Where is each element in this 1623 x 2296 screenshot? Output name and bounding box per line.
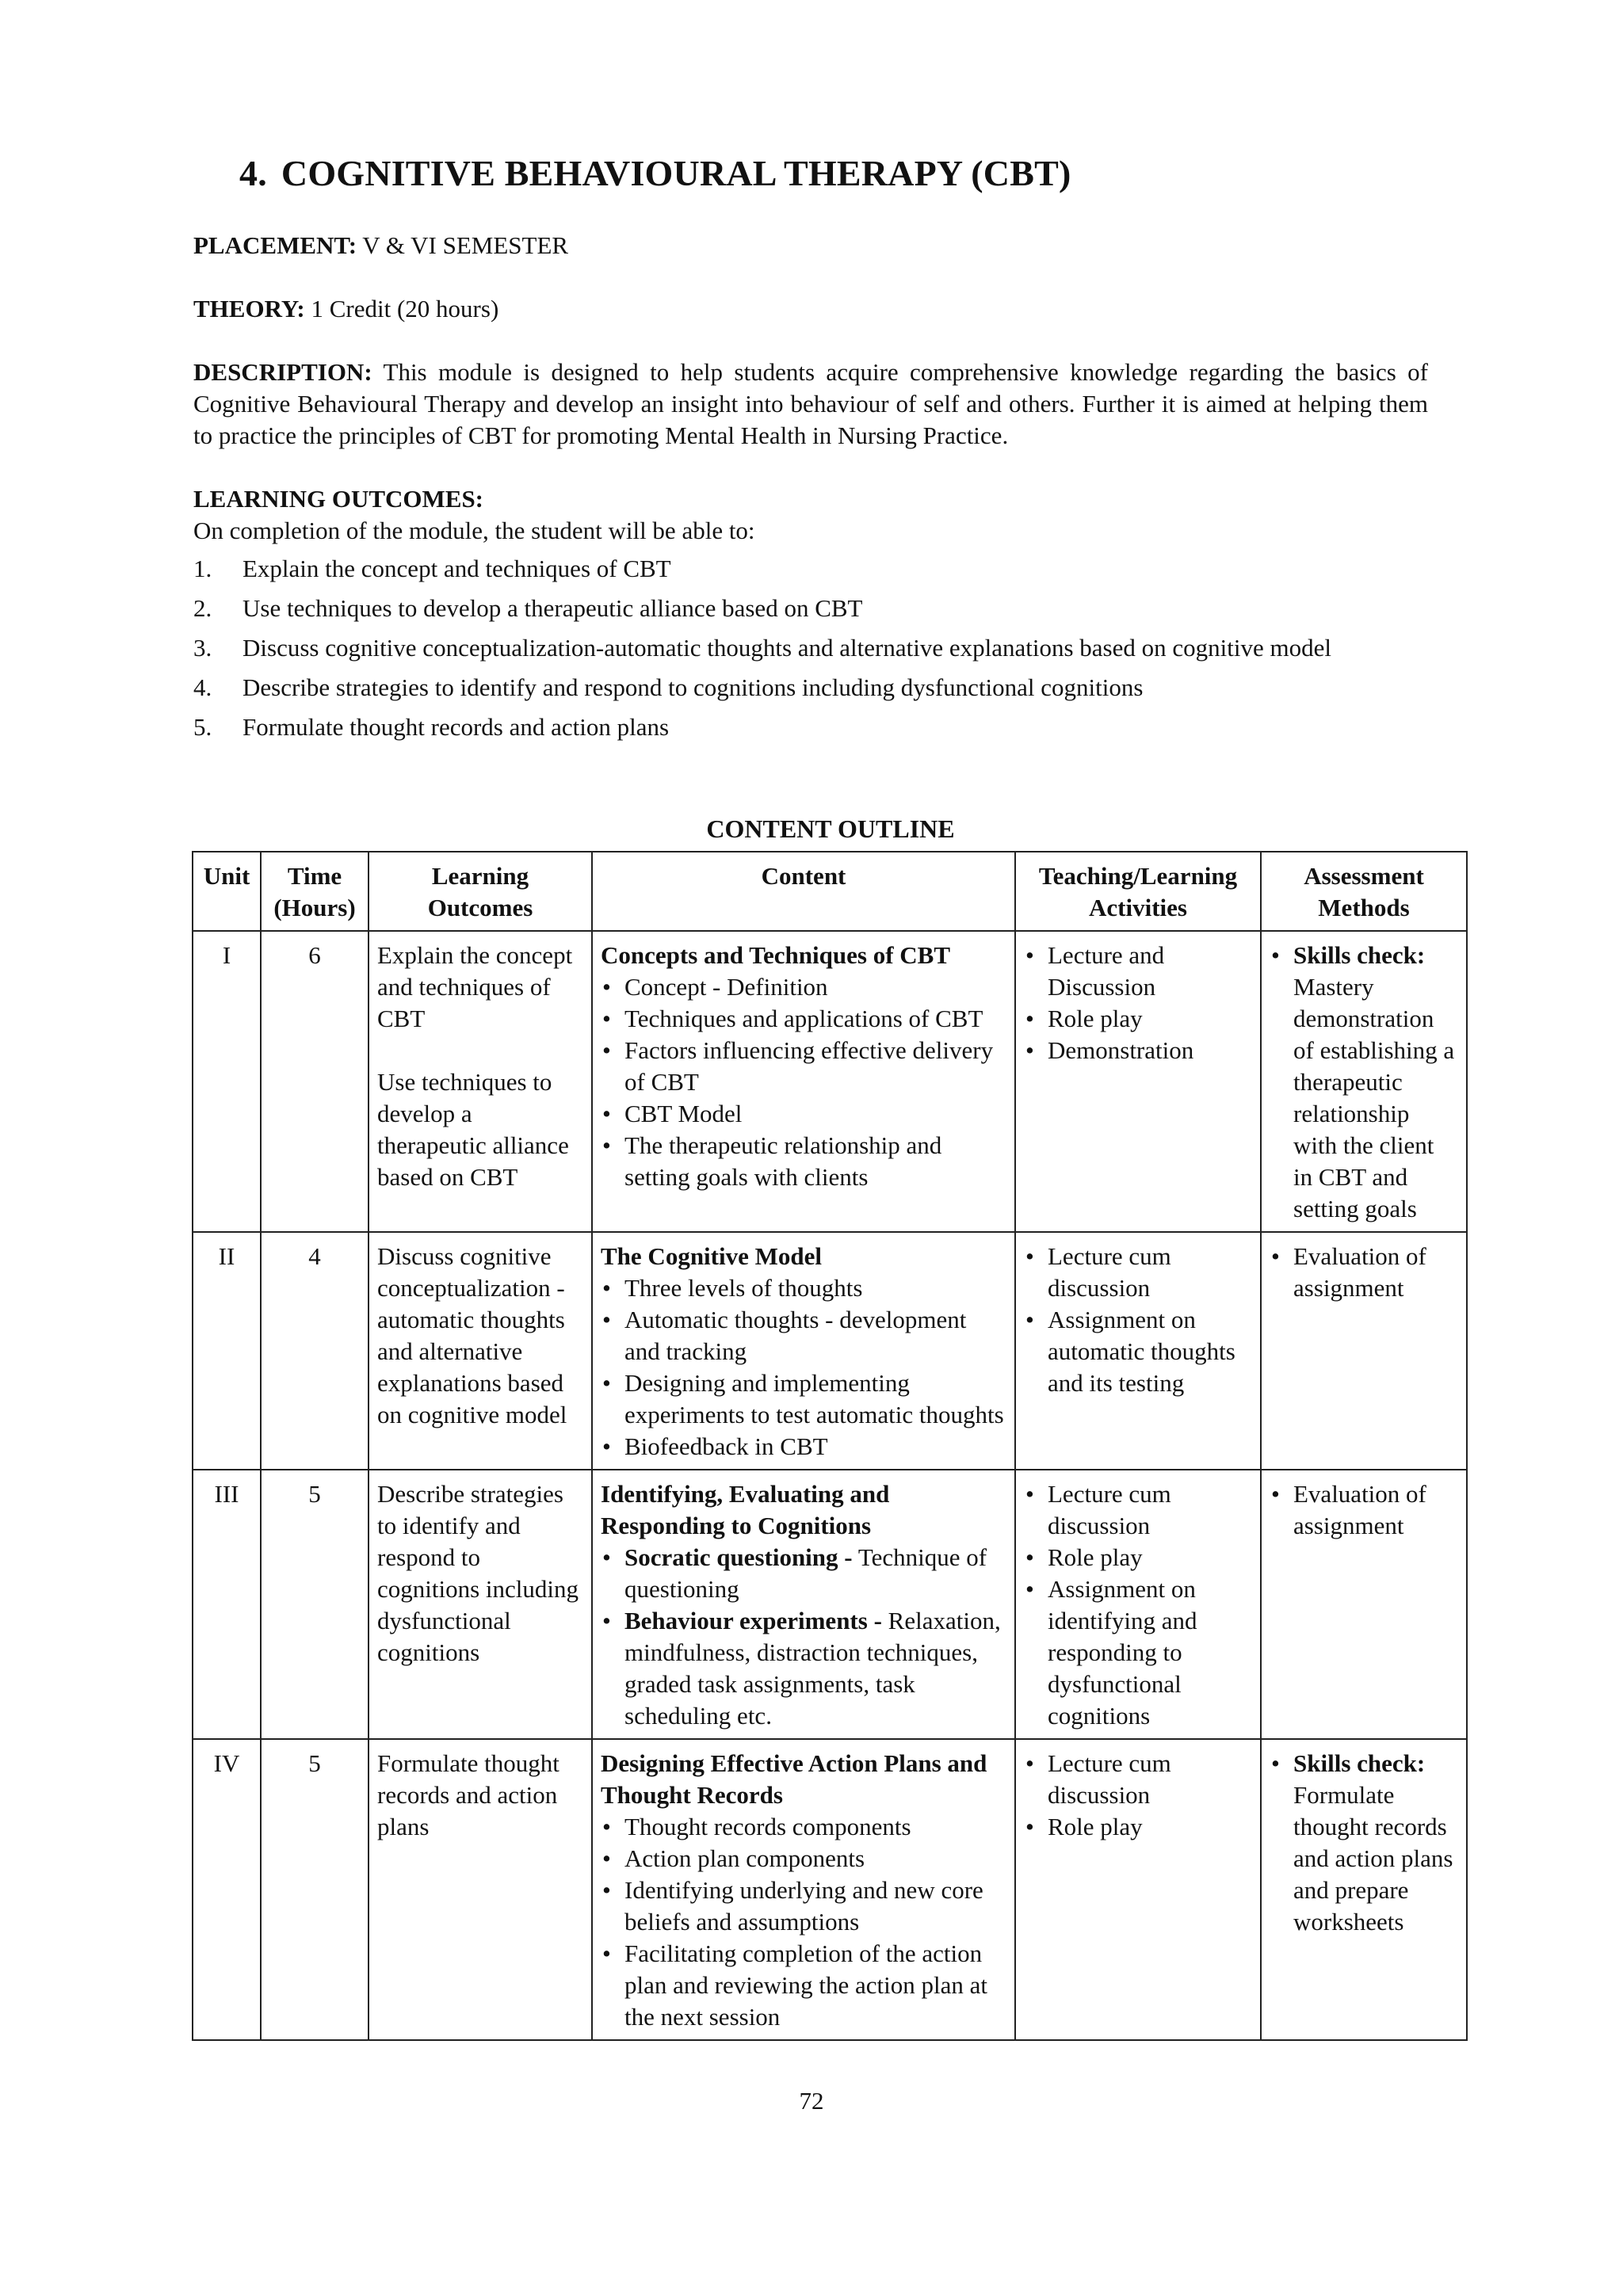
list-item: • Lecture cum discussion <box>1024 1478 1252 1542</box>
list-item: • Evaluation of assignment <box>1270 1478 1458 1542</box>
table-row <box>193 931 1467 1232</box>
unit-cell: II <box>193 1232 261 1470</box>
time-cell: 4 <box>261 1232 369 1470</box>
list-item: • Action plan components <box>601 1843 1006 1875</box>
outcomes-cell: Formulate thought records and action plans <box>369 1739 592 2040</box>
learning-outcomes-intro: On completion of the module, the student will be able to: <box>193 517 755 544</box>
list-item: • Lecture and Discussion <box>1024 940 1252 1003</box>
header-assessment: Assessment Methods <box>1261 852 1467 931</box>
time-cell: 5 <box>261 1739 369 2040</box>
theory-line <box>193 293 1428 325</box>
list-item: • Assignment on automatic thoughts and its testing <box>1024 1304 1252 1399</box>
activities-cell <box>1015 1232 1261 1470</box>
assessment-cell <box>1261 1232 1467 1470</box>
description-text: This module is designed to help students acquire comprehensive knowledge regarding the basics of Cognitive Behavioural Therapy and develop an insight into behaviour of self and others. Further it is aimed at helping them to practice the principles of CBT for promoting Mental Health in Nursing Practice. <box>193 358 1428 449</box>
list-item: • Skills check: Formulate thought records and action plans and prepare worksheets <box>1270 1748 1458 1938</box>
outcomes-cell: Discuss cognitive conceptualization - automatic thoughts and alternative explanations based on cognitive model <box>369 1232 592 1470</box>
list-item: • Three levels of thoughts <box>601 1272 1006 1304</box>
list-item: • Factors influencing effective delivery of CBT <box>601 1035 1006 1098</box>
header-learning-outcomes: Learning Outcomes <box>369 852 592 931</box>
unit-cell: I <box>193 931 261 1232</box>
list-item: • Skills check: Mastery demonstration of establishing a therapeutic relationship with the client in CBT and setting goals <box>1270 940 1458 1225</box>
content-outline-heading: CONTENT OUTLINE <box>706 814 955 843</box>
header-content: Content <box>592 852 1015 931</box>
time-cell: 6 <box>261 931 369 1232</box>
assessment-cell <box>1261 1470 1467 1739</box>
theory-value: 1 Credit (20 hours) <box>304 295 499 322</box>
list-item: • Evaluation of assignment <box>1270 1241 1458 1304</box>
page-number: 72 <box>799 2087 824 2115</box>
table-header-row <box>193 852 1467 931</box>
outcomes-cell: Describe strategies to identify and respond to cognitions including dysfunctional cognitions <box>369 1470 592 1739</box>
section-title: COGNITIVE BEHAVIOURAL THERAPY (CBT) <box>281 153 1071 193</box>
content-title: Designing Effective Action Plans and Thought Records <box>601 1749 987 1809</box>
list-item: 2. Use techniques to develop a therapeutic alliance based on CBT <box>193 594 863 622</box>
list-item: • Lecture cum discussion <box>1024 1241 1252 1304</box>
list-item: • Assignment on identifying and responding to dysfunctional cognitions <box>1024 1573 1252 1732</box>
table-row <box>193 1232 1467 1470</box>
content-cell <box>592 1232 1015 1470</box>
list-item: • Concept - Definition <box>601 971 1006 1003</box>
list-item: • Demonstration <box>1024 1035 1252 1066</box>
list-item: • Lecture cum discussion <box>1024 1748 1252 1811</box>
section-number: 4. <box>239 153 267 193</box>
list-item: 5. Formulate thought records and action plans <box>193 713 670 741</box>
list-item: • Biofeedback in CBT <box>601 1431 1006 1463</box>
list-item: 3. Discuss cognitive conceptualization-automatic thoughts and alternative explanations based on cognitive model <box>193 634 1331 662</box>
table-row <box>193 1470 1467 1739</box>
header-activities: Teaching/Learning Activities <box>1015 852 1261 931</box>
content-cell <box>592 931 1015 1232</box>
assessment-cell <box>1261 1739 1467 2040</box>
list-item: • Role play <box>1024 1542 1252 1573</box>
activities-cell <box>1015 1739 1261 2040</box>
content-title: The Cognitive Model <box>601 1242 822 1270</box>
list-item: • Socratic questioning - Technique of questioning <box>601 1542 1006 1605</box>
list-item: 1. Explain the concept and techniques of CBT <box>193 555 671 582</box>
list-item: • Designing and implementing experiments to test automatic thoughts <box>601 1367 1006 1431</box>
header-unit: Unit <box>193 852 261 931</box>
list-item: • Facilitating completion of the action plan and reviewing the action plan at the next session <box>601 1938 1006 2033</box>
page-title <box>239 152 1071 194</box>
list-item: • The therapeutic relationship and setting goals with clients <box>601 1130 1006 1193</box>
list-item: • Role play <box>1024 1811 1252 1843</box>
activities-cell <box>1015 931 1261 1232</box>
assessment-cell <box>1261 931 1467 1232</box>
time-cell: 5 <box>261 1470 369 1739</box>
content-outline-table <box>192 851 1468 2041</box>
placement-label: PLACEMENT: <box>193 231 357 259</box>
list-item: • Automatic thoughts - development and tracking <box>601 1304 1006 1367</box>
list-item: • CBT Model <box>601 1098 1006 1130</box>
learning-outcomes-list <box>193 553 1428 743</box>
placement-value: V & VI SEMESTER <box>357 231 569 259</box>
unit-cell: IV <box>193 1739 261 2040</box>
list-item: • Identifying underlying and new core beliefs and assumptions <box>601 1875 1006 1938</box>
outcomes-cell: Explain the concept and techniques of CBT Use techniques to develop a therapeutic alliance based on CBT <box>369 931 592 1232</box>
content-title: Concepts and Techniques of CBT <box>601 941 951 969</box>
learning-outcomes-section <box>193 483 1428 751</box>
activities-cell <box>1015 1470 1261 1739</box>
theory-label: THEORY: <box>193 295 305 322</box>
list-item: 4. Describe strategies to identify and respond to cognitions including dysfunctional cognitions <box>193 673 1144 701</box>
list-item: • Role play <box>1024 1003 1252 1035</box>
description-paragraph <box>193 357 1428 452</box>
table-row <box>193 1739 1467 2040</box>
content-title: Identifying, Evaluating and Responding to Cognitions <box>601 1480 890 1539</box>
list-item: • Techniques and applications of CBT <box>601 1003 1006 1035</box>
list-item: • Behaviour experiments - Relaxation, mindfulness, distraction techniques, graded task assignments, task scheduling etc. <box>601 1605 1006 1732</box>
learning-outcomes-heading: LEARNING OUTCOMES: <box>193 485 484 513</box>
description-label: DESCRIPTION: <box>193 358 372 386</box>
unit-cell: III <box>193 1470 261 1739</box>
list-item: • Thought records components <box>601 1811 1006 1843</box>
content-cell <box>592 1739 1015 2040</box>
header-time: Time (Hours) <box>261 852 369 931</box>
placement-line <box>193 230 1428 261</box>
content-cell <box>592 1470 1015 1739</box>
